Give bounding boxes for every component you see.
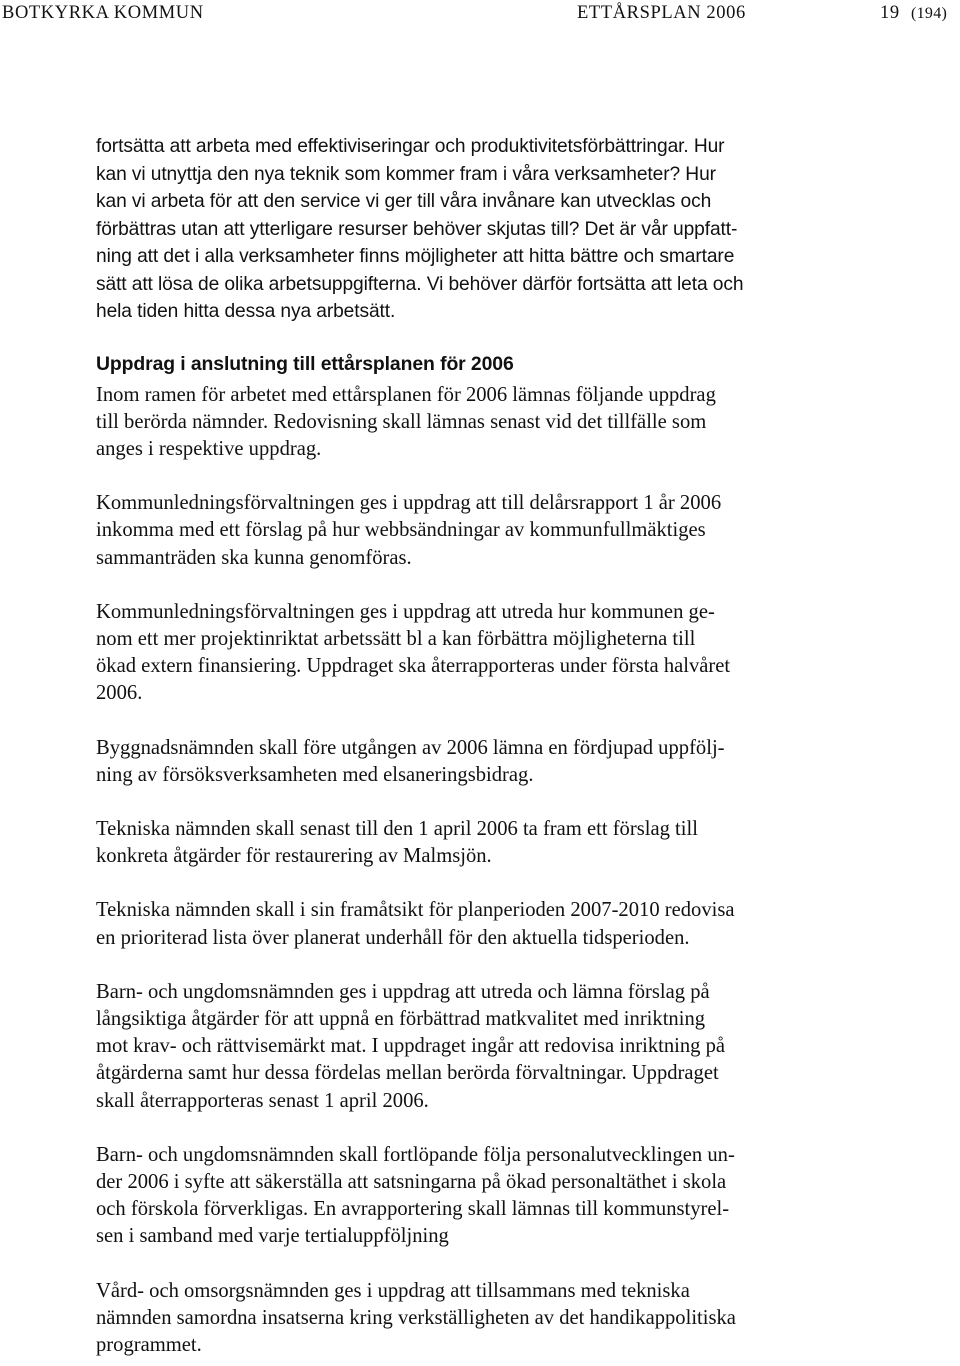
text-line: Vård- och omsorgsnämnden ges i uppdrag att tillsammans med tekniska (96, 1279, 690, 1302)
text-line: ning av försöksverksamheten med elsaneringsbidrag. (96, 763, 534, 786)
document-body (96, 133, 886, 1359)
text-line: Tekniska nämnden skall i sin framåtsikt för planperioden 2007-2010 redovisa (96, 899, 735, 922)
text-line: en prioriterad lista över planerat underhåll för den aktuella tidsperioden. (96, 926, 690, 949)
text-line: Kommunledningsförvaltningen ges i uppdrag att utreda hur kommunen ge- (96, 600, 715, 623)
text-line: Kommunledningsförvaltningen ges i uppdrag att till delårsrapport 1 år 2006 (96, 492, 722, 515)
text-line: kan vi arbeta för att den service vi ger till våra invånare kan utvecklas och (96, 191, 712, 212)
header-document-title: ETTÅRSPLAN 2006 (577, 3, 746, 23)
text-line: skall återrapporteras senast 1 april 2006. (96, 1089, 429, 1112)
intro-paragraph (96, 133, 886, 326)
section-heading: Uppdrag i anslutning till ettårsplanen för 2006 (96, 352, 514, 375)
text-line: anges i respektive uppdrag. (96, 437, 322, 460)
text-line: förbättras utan att ytterligare resurser behöver skjutas till? Det är vår uppfatt- (96, 218, 738, 240)
text-line: nom ett mer projektinriktat arbetssätt bl a kan förbättra möjligheterna till (96, 627, 696, 650)
text-line: Tekniska nämnden skall senast till den 1 april 2006 ta fram ett förslag till (96, 817, 698, 840)
text-line: Inom ramen för arbetet med ettårsplanen för 2006 lämnas följande uppdrag (96, 383, 716, 406)
header-total-pages: (194) (911, 5, 948, 22)
assignment-paragraph (96, 490, 886, 572)
assignment-paragraph (96, 382, 886, 464)
header-organization: BOTKYRKA KOMMUN (2, 3, 204, 23)
assignment-paragraph (96, 599, 886, 708)
text-line: ning att det i alla verksamheter finns möjligheter att hitta bättre och smartare (96, 246, 735, 267)
text-line: konkreta åtgärder för restaurering av Malmsjön. (96, 845, 492, 868)
text-line: och förskola förverkligas. En avrapportering skall lämnas till kommunstyrel- (96, 1198, 730, 1221)
assignment-paragraph (96, 735, 886, 789)
text-line: mot krav- och rättvisemärkt mat. I uppdraget ingår att redovisa inriktning på (96, 1035, 726, 1058)
text-line: åtgärderna samt hur dessa fördelas mellan berörda förvaltningar. Uppdraget (96, 1062, 719, 1085)
text-line: ökad extern finansiering. Uppdraget ska återrapporteras under första halvåret (96, 655, 731, 678)
text-line: 2006. (96, 682, 143, 705)
text-line: till berörda nämnder. Redovisning skall lämnas senast vid det tillfälle som (96, 410, 707, 433)
text-line: programmet. (96, 1333, 202, 1356)
text-line: inkomma med ett förslag på hur webbsändningar av kommunfullmäktiges (96, 519, 706, 542)
text-line: Barn- och ungdomsnämnden ges i uppdrag att utreda och lämna förslag på (96, 980, 710, 1003)
text-line: sätt att lösa de olika arbetsuppgifterna. Vi behöver därför fortsätta att leta och (96, 273, 744, 295)
assignment-paragraph (96, 816, 886, 870)
text-line: der 2006 i syfte att säkerställa att satsningarna på ökad personaltäthet i skola (96, 1170, 727, 1193)
text-line: Byggnadsnämnden skall före utgången av 2006 lämna en fördjupad uppfölj- (96, 736, 725, 759)
text-line: fortsätta att arbeta med effektiviseringar och produktivitetsförbättringar. Hur (96, 136, 725, 157)
page-header (0, 3, 960, 29)
text-line: kan vi utnyttja den nya teknik som kommer fram i våra verksamheter? Hur (96, 163, 716, 185)
header-page-number: 19 (880, 3, 900, 23)
text-line: sen i samband med varje tertialuppföljning (96, 1225, 449, 1248)
text-line: långsiktiga åtgärder för att uppnå en förbättrad matkvalitet med inriktning (96, 1007, 706, 1030)
assignment-paragraph (96, 1142, 886, 1251)
text-line: nämnden samordna insatserna kring verkställigheten av det handikappolitiska (96, 1306, 736, 1329)
assignment-paragraph (96, 1278, 886, 1360)
text-line: Barn- och ungdomsnämnden skall fortlöpande följa personalutvecklingen un- (96, 1143, 735, 1166)
assignment-paragraph (96, 979, 886, 1115)
text-line: hela tiden hitta dessa nya arbetsätt. (96, 301, 396, 322)
text-line: sammanträden ska kunna genomföras. (96, 546, 412, 569)
assignment-paragraph (96, 897, 886, 951)
